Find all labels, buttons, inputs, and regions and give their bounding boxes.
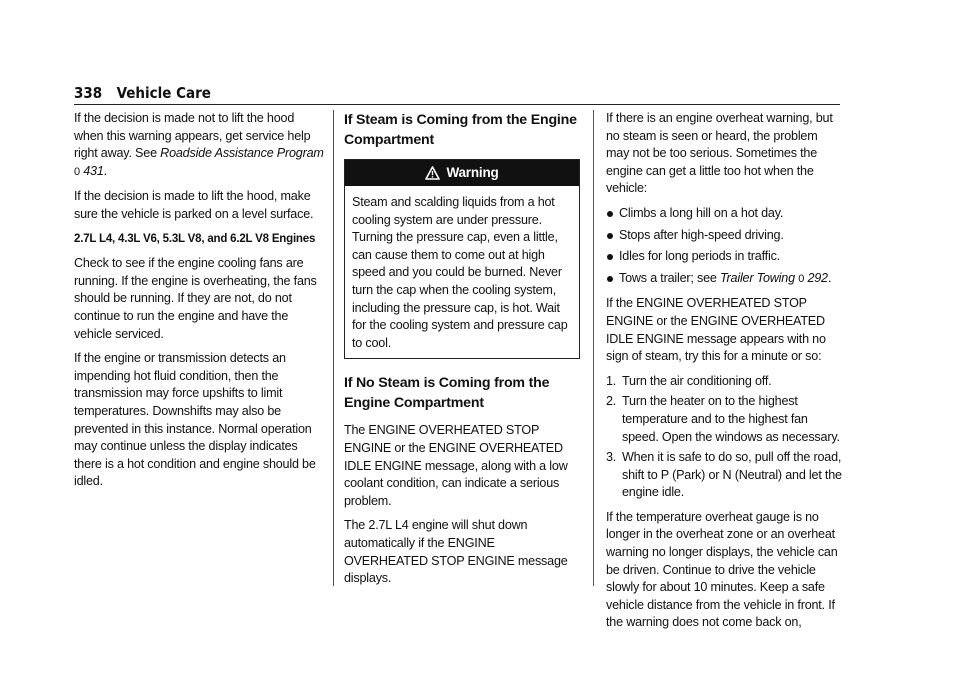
- section-heading: If No Steam is Coming from the Engine Compartment: [344, 375, 550, 412]
- bullet-list: [606, 205, 842, 288]
- column-divider: [593, 110, 594, 586]
- step-item: [606, 393, 842, 446]
- paragraph-text: .: [103, 163, 107, 178]
- paragraph: If the temperature overheat gauge is no longer in the overheat zone or an overheat warning no longer displays, the vehicle can be driven. Continue to drive the vehicle slowly for about 10 minutes. Keep a safe vehicle distance from the vehicle in front. If the warning does not come back on,: [606, 509, 838, 630]
- numbered-steps: [606, 373, 842, 502]
- list-item: Climbs a long hill on a hot day.: [606, 205, 842, 223]
- list-item: Idles for long periods in traffic.: [606, 248, 842, 266]
- page-number: 338: [74, 84, 103, 102]
- paragraph: If the engine or transmission detects an impending hot fluid condition, then the transmission may force upshifts to limit temperatures. Downshifts may also be prevented in this instance. Normal operation may continue unless the display indicates there is a hot condition and engine should be idled.: [74, 351, 316, 489]
- column-1: [74, 110, 324, 498]
- paragraph: The 2.7L L4 engine will shut down automatically if the ENGINE OVERHEATED STOP ENGINE message displays.: [344, 518, 568, 586]
- warning-triangle-icon: [425, 166, 440, 180]
- page-header: [74, 84, 840, 105]
- column-divider: [333, 110, 334, 586]
- list-item: [606, 270, 842, 289]
- step-number: 1.: [606, 373, 617, 388]
- paragraph: The ENGINE OVERHEATED STOP ENGINE or the ENGINE OVERHEATED IDLE ENGINE message, along with a low coolant condition, can indicate a serious problem.: [344, 423, 568, 508]
- paragraph: If the decision is made to lift the hood, make sure the vehicle is parked on a level surface.: [74, 189, 314, 221]
- warning-text: Steam and scalding liquids from a hot cooling system are under pressure. Turning the pressure cap, even a little, can cause them to come out at high speed and you could be burned. Never turn the cap when the cooling system, including the pressure cap, is hot. Wait for the cooling system and pressure cap to cool.: [352, 195, 568, 350]
- section-heading: If Steam is Coming from the Engine Compartment: [344, 112, 577, 148]
- paragraph: [74, 110, 324, 181]
- column-3: [606, 110, 842, 639]
- warning-header: [345, 160, 579, 186]
- paragraph: If the ENGINE OVERHEATED STOP ENGINE or the ENGINE OVERHEATED IDLE ENGINE message appears with no sign of steam, try this for a minute or so:: [606, 296, 826, 364]
- cross-reference-link[interactable]: Trailer Towing: [720, 270, 795, 285]
- paragraph: If there is an engine overheat warning, but no steam is seen or heard, the problem may not be too serious. Sometimes the engine can get a little too hot when the vehicle:: [606, 111, 833, 196]
- step-text: Turn the air conditioning off.: [622, 373, 772, 388]
- step-text: When it is safe to do so, pull off the road, shift to P (Park) or N (Neutral) and let the engine idle.: [622, 450, 842, 500]
- step-item: [606, 373, 842, 391]
- list-item: Stops after high-speed driving.: [606, 227, 842, 245]
- warning-box: [344, 159, 580, 359]
- step-number: 3.: [606, 450, 617, 465]
- cross-reference-page[interactable]: 431: [83, 163, 104, 178]
- cross-reference-page[interactable]: 292: [807, 270, 828, 285]
- section-title: Vehicle Care: [116, 84, 211, 102]
- engine-subheading: 2.7L L4, 4.3L V6, 5.3L V8, and 6.2L V8 Engines: [74, 232, 316, 245]
- page-reference-icon: 0: [798, 272, 805, 285]
- step-item: [606, 449, 842, 502]
- step-number: 2.: [606, 394, 617, 409]
- list-item-text: .: [827, 270, 832, 285]
- page-reference-icon: 0: [74, 165, 80, 178]
- paragraph-text: If the decision is made not to lift the hood when this warning appears, get service help right away. See: [74, 111, 311, 161]
- step-text: Turn the heater on to the highest temperature and to the highest fan speed. Open the windows as necessary.: [622, 394, 840, 444]
- paragraph: Check to see if the engine cooling fans are running. If the engine is overheating, the fans should be running. If they are not, do not continue to run the engine and have the vehicle serviced.: [74, 256, 317, 341]
- column-2: [344, 110, 580, 595]
- warning-label: Warning: [446, 165, 499, 181]
- list-item-text: Tows a trailer; see: [619, 270, 720, 285]
- cross-reference-link[interactable]: Roadside Assistance Program: [160, 146, 324, 161]
